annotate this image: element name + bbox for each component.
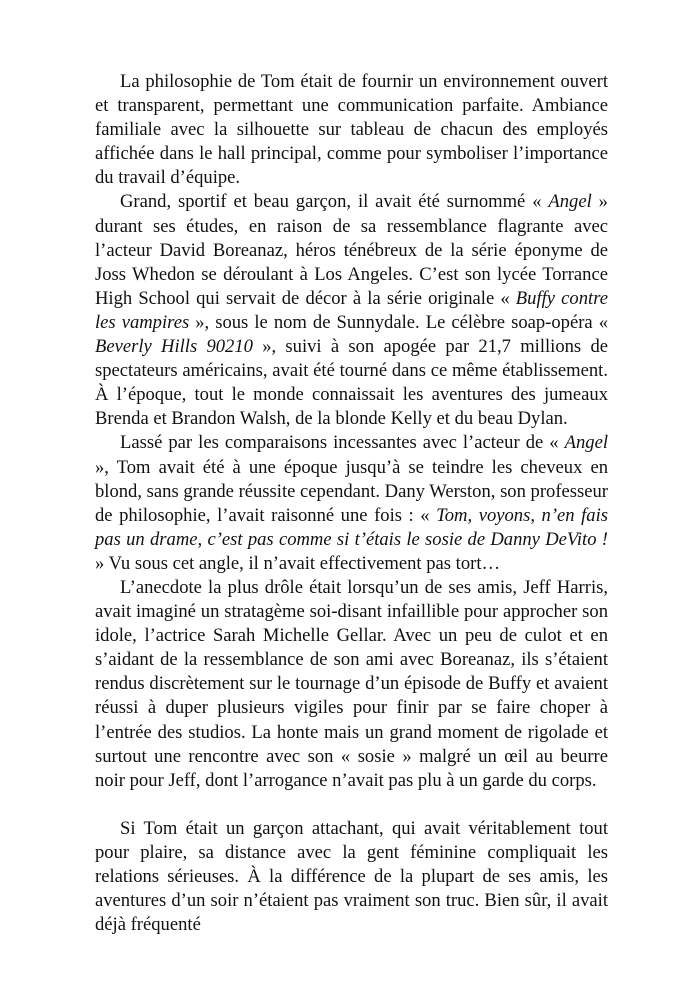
text-run: Grand, sportif et beau garçon, il avait été surnommé « (120, 191, 549, 213)
text-run-italic: Beverly Hills 90210 (95, 336, 253, 358)
paragraph-philosophy (95, 70, 608, 190)
paragraph-angel-nickname (95, 190, 608, 431)
text-run: », suivi à son apogée par 21,7 millions de spectateurs américains, avait été tourné dans ce même établissement. À l’époque, tout le monde connaissait les aventures des jumeaux Brenda et Brandon Walsh, de la blonde Kelly et du beau Dylan. (95, 336, 608, 430)
paragraph-relationships (95, 817, 608, 937)
text-run-italic: Tom, voyons, n’en fais pas un drame, c’est pas comme si t’étais le sosie de Danny DeVito ! (95, 504, 608, 550)
text-run-italic: Angel (564, 432, 608, 454)
text-run-italic: Buffy contre les vampires (95, 287, 608, 333)
text-run-italic: Angel (548, 191, 592, 213)
text-run: L’anecdote la plus drôle était lorsqu’un de ses amis, Jeff Harris, avait imaginé un stratagème soi-disant infaillible pour approcher son idole, l’actrice Sarah Michelle Gellar. Avec un peu de culot et en s’aidant de la ressemblance de son ami avec Boreanaz, ils s’étaient rendus discrètement sur le tournage d’un épisode de Buffy et avaient réussi à duper plusieurs vigiles pour finir par se faire choper à l’entrée des studios. La honte mais un grand moment de rigolade et surtout une rencontre avec son « sosie » malgré un œil au beurre noir pour Jeff, dont l’arrogance n’avait pas plu à un garde du corps. (95, 576, 608, 791)
text-run: », Tom avait été à une époque jusqu’à se teindre les cheveux en blond, sans grande réussite cependant. Dany Werston, son professeur de philosophie, l’avait raisonné une fois : « (95, 456, 608, 526)
paragraph-comparisons (95, 431, 608, 576)
text-run: » durant ses études, en raison de sa ressemblance flagrante avec l’acteur David Boreanaz, héros ténébreux de la série éponyme de Joss Whedon se déroulant à Los Angeles. C’est son lycée Torrance High School qui servait de décor à la série originale « (95, 191, 608, 309)
page-body (95, 70, 608, 937)
text-run: » Vu sous cet angle, il n’avait effectivement pas tort… (95, 552, 501, 574)
text-run: Lassé par les comparaisons incessantes avec l’acteur de « (120, 432, 565, 454)
text-run: », sous le nom de Sunnydale. Le célèbre soap-opéra « (189, 311, 608, 333)
paragraph-anecdote (95, 576, 608, 793)
text-run: Si Tom était un garçon attachant, qui avait véritablement tout pour plaire, sa distance avec la gent féminine compliquait les relations sérieuses. À la différence de la plupart de ses amis, les aventures d’un soir n’étaient pas vraiment son truc. Bien sûr, il avait déjà fréquenté (95, 817, 608, 936)
text-run: La philosophie de Tom était de fournir un environnement ouvert et transparent, permettant une communication parfaite. Ambiance familiale avec la silhouette sur tableau de chacun des employés affichée dans le hall principal, comme pour symboliser l’importance du travail d’équipe. (95, 71, 608, 189)
